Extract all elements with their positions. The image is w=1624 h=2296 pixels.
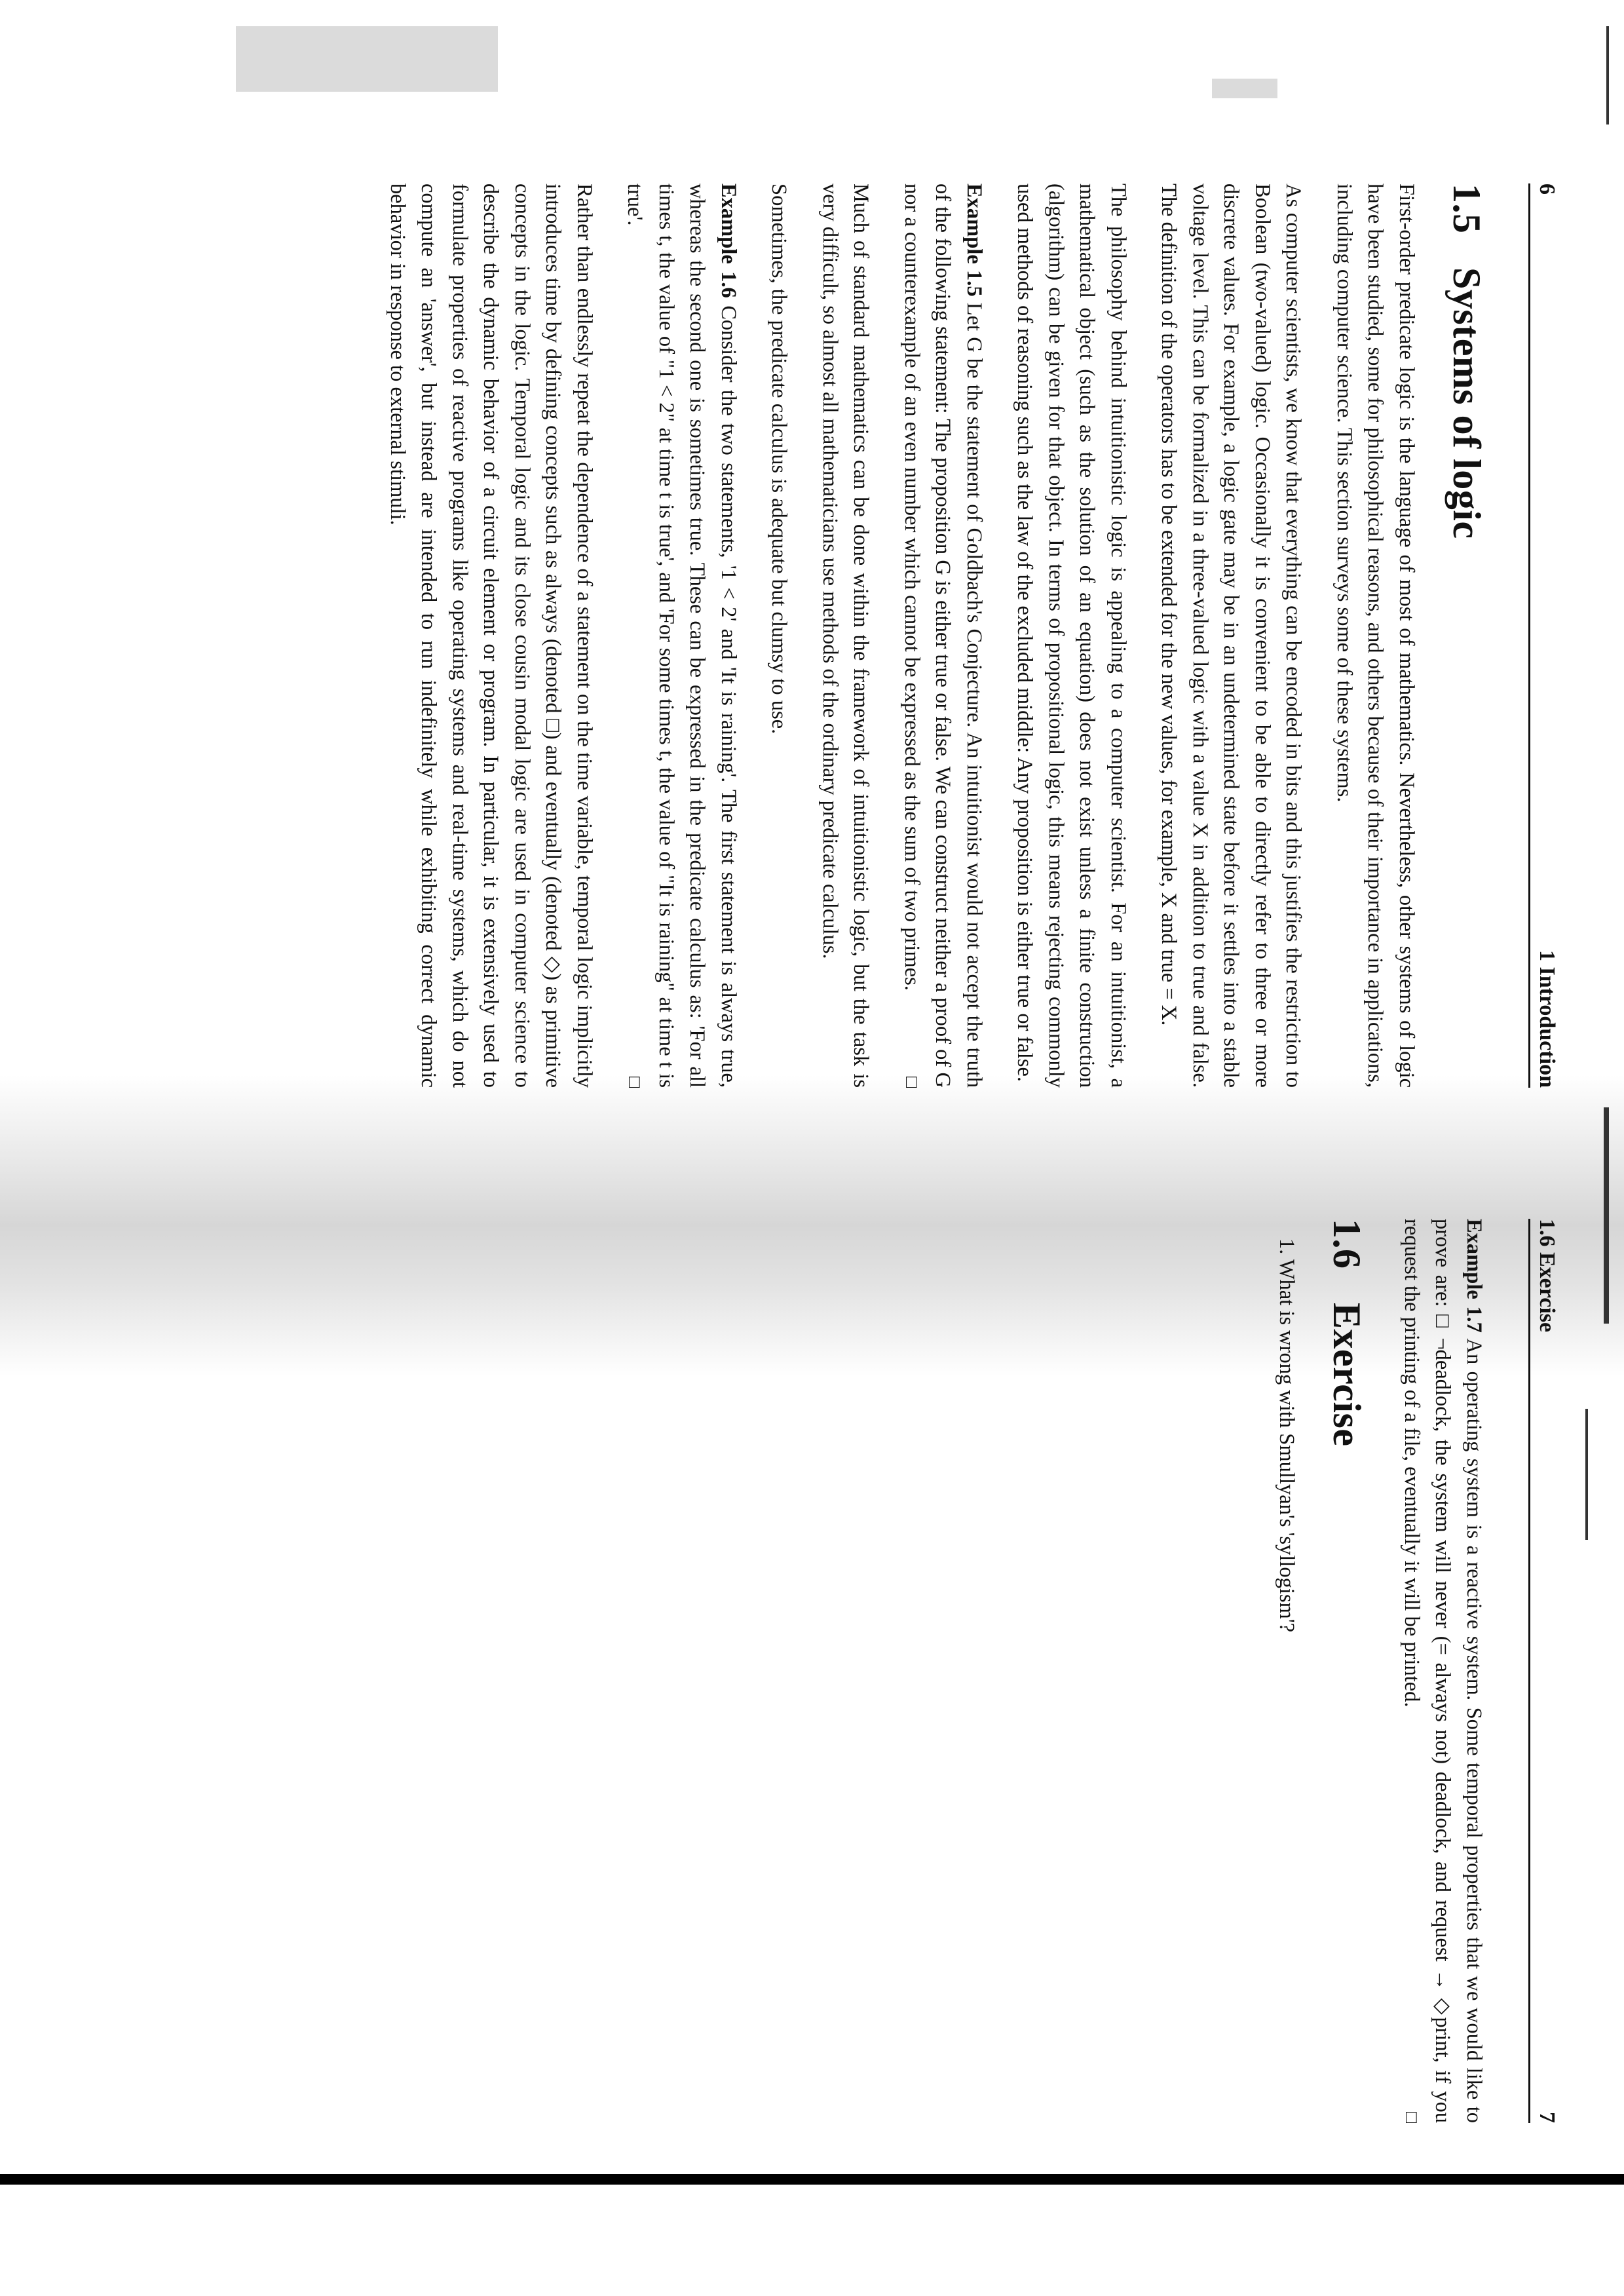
section-number: 1.5 [1445,183,1488,234]
scan-noise [1212,79,1277,98]
scan-edge-bar [0,2174,1624,2185]
right-page [39,1219,1559,2123]
left-running-head [1528,183,1559,1088]
paragraph: Sometimes, the predicate calculus is adequate but clumsy to use. [767,183,791,735]
paragraph: The philosophy behind intuitionistic logic is appealing to a computer scientist. For an intuitionist, a mathematical object (such as the solution of an equation) does not exist unless a finite construction (algorithm) can be given for that object. In terms of propositional logic, this means rejecting commonly used methods of reasoning such as the law of the excluded middle: Any proposition is either true or false. [1013,183,1130,1088]
example-label: Example 1.5 [962,183,986,297]
scan-edge-mark [1604,1107,1609,1324]
exercise-text: What is wrong with Smullyan's 'syllogism'? [1275,1259,1299,1633]
exercise-number: 1. [1275,1238,1299,1255]
paragraph: Much of standard mathematics can be done within the framework of intuitionistic logic, but the task is very difficult, so almost all mathematicians use methods of the ordinary predicate calculus. [818,183,873,1088]
scan-edge-mark [1606,26,1609,124]
exercise-item [1271,1219,1302,2123]
example-text: Consider the two statements, '1 < 2' and 'It is raining'. The first statement is always true, whereas the second one is sometimes true. These can be expressed in the predicate calculus as: 'For all times t, the value of "1 < 2" at time t is true', and 'For some times t, the value of "It is raining" at time t is true'. [623,183,740,1088]
page-number: 6 [1535,183,1559,195]
example-1-5 [896,183,990,1088]
scan-noise [236,26,498,92]
example-label: Example 1.6 [717,183,740,298]
section-number: 1.6 [1325,1219,1369,1269]
paragraph: As computer scientists, we know that everything can be encoded in bits and this justifies the restriction to Boolean (two-valued) logic. Occasionally it is convenient to be able to directly refer to three or more discrete values. For example, a logic gate may be in an undetermined state before it settles into a stable voltage level. This can be formalized in a three-valued logic with a value X in addition to true and false. The definition of the operators has to be extended for the new values, for example, X and true = X. [1157,183,1306,1088]
example-text: An operating system is a reactive system. Some temporal properties that we would like to prove are: □ ¬deadlock, the system will never (= always not) deadlock, and request → ◇print, if you request the printing of a file, eventually it will be printed. [1400,1219,1486,2123]
paragraph: First-order predicate logic is the language of most of mathematics. Nevertheless, other systems of logic have been studied, some for philosophical reasons, and others because of their importance in applications, including computer science. This section surveys some of these systems. [1332,183,1418,1088]
qed-icon: □ [1401,2112,1422,2123]
page-number: 7 [1535,2112,1559,2123]
example-1-6 [619,183,744,1088]
right-running-head [1528,1219,1559,2123]
section-title: Systems of logic [1445,267,1488,539]
section-heading [1444,183,1489,1088]
qed-icon: □ [624,1077,645,1088]
qed-icon: □ [901,1077,922,1088]
example-text: Let G be the statement of Goldbach's Conjecture. An intuitionist would not accept the truth of the following statement: The proposition G is either true or false. We can construct neither a proof of G nor a counterexample of an even number which cannot be expressed as the sum of two primes. [900,183,986,1088]
left-page [39,183,1559,1088]
section-running-title: 1.6 Exercise [1535,1219,1559,1333]
section-heading [1325,1219,1370,2123]
chapter-title: 1 Introduction [1535,949,1559,1088]
example-label: Example 1.7 [1462,1219,1486,1333]
scan-edge-mark [1585,1409,1588,1540]
example-1-7 [1396,1219,1490,2123]
paragraph: Rather than endlessly repeat the dependence of a statement on the time variable, temporal logic implicitly introduces time by defining concepts such as always (denoted □) and eventually (denoted ◇) as primitive concepts in the logic. Temporal logic and its close cousin modal logic are used in computer science to describe the dynamic behavior of a circuit element or program. In particular, it is extensively used to formulate properties of reactive programs like operating systems and real-time systems, which do not compute an 'answer', but instead are intended to run indefinitely while exhibiting correct dynamic behavior in response to external stimuli. [386,183,596,1088]
section-title: Exercise [1325,1303,1369,1447]
